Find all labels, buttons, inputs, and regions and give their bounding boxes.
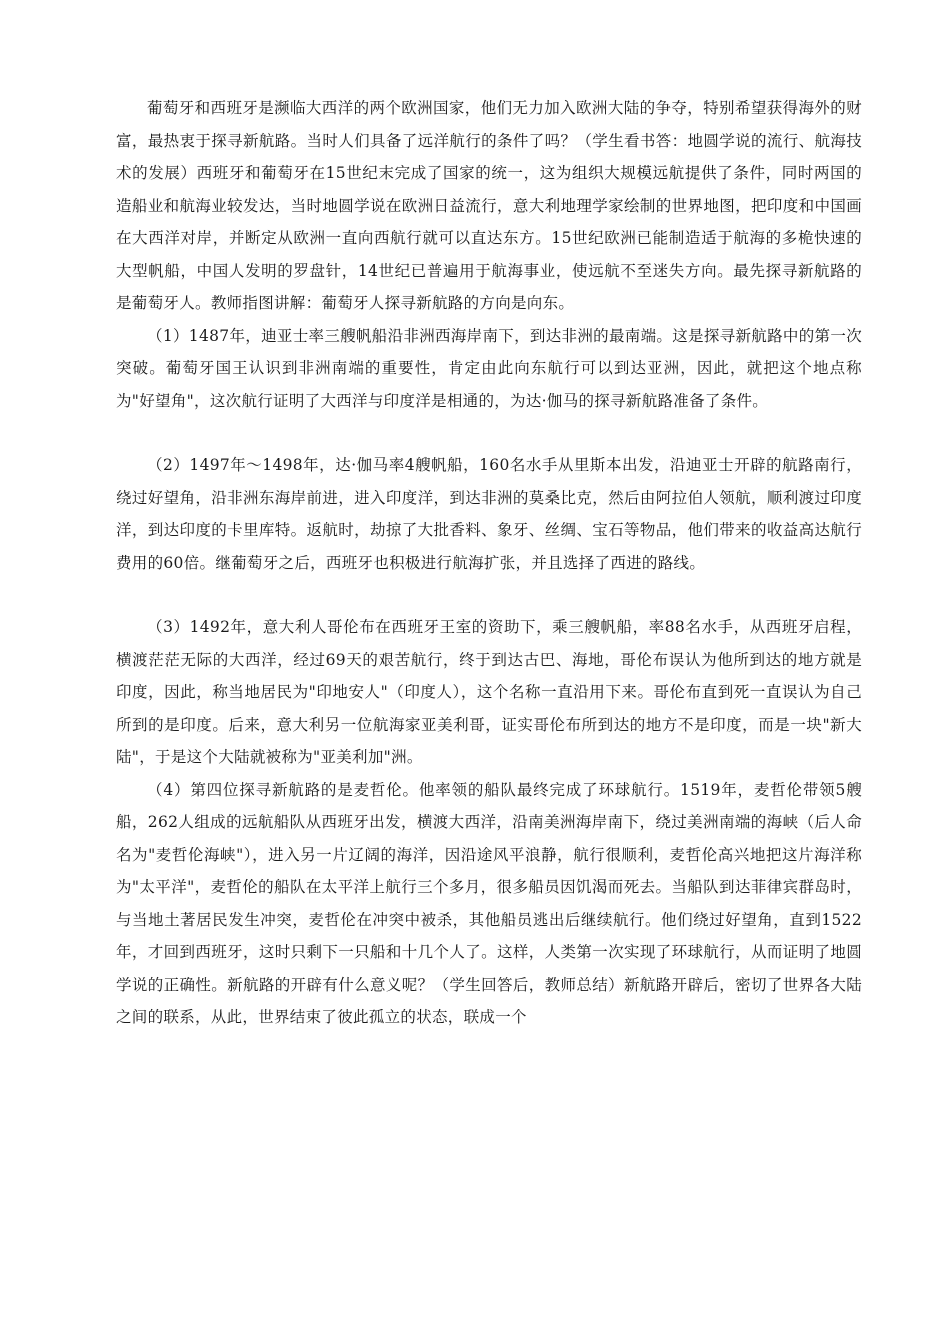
paragraph-da-gama: （2）1497年～1498年，达·伽马率4艘帆船，160名水手从里斯本出发，沿迪亚士开辟的航路南行，绕过好望角，沿非洲东海岸前进，进入印度洋，到达非洲的莫桑比克，然后由阿拉伯人领航，顺利渡过印度洋，到达印度的卡里库特。返航时，劫掠了大批香料、象牙、丝绸、宝石等物品，他们带来的收益高达航行费用的60倍。继葡萄牙之后，西班牙也积极进行航海扩张，并且选择了西进的路线。 xyxy=(116,456,862,572)
paragraph-dias: （1）1487年，迪亚士率三艘帆船沿非洲西海岸南下，到达非洲的最南端。这是探寻新航路中的第一次突破。葡萄牙国王认识到非洲南端的重要性，肯定由此向东航行可以到达亚洲，因此，就把这个地点称为"好望角"，这次航行证明了大西洋与印度洋是相通的，为达·伽马的探寻新航路准备了条件。 xyxy=(116,326,862,410)
paragraph-magellan: （4）第四位探寻新航路的是麦哲伦。他率领的船队最终完成了环球航行。1519年，麦哲伦带领5艘船，262人组成的远航船队从西班牙出发，横渡大西洋，沿南美洲海岸南下，绕过美洲南端的海峡（后人命名为"麦哲伦海峡"），进入另一片辽阔的海洋，因沿途风平浪静，航行很顺利，麦哲伦高兴地把这片海洋称为"太平洋"，麦哲伦的船队在太平洋上航行三个多月，很多船员因饥渴而死去。当船队到达菲律宾群岛时，与当地土著居民发生冲突，麦哲伦在冲突中被杀，其他船员逃出后继续航行。他们绕过好望角，直到1522年，才回到西班牙，这时只剩下一只船和十几个人了。这样，人类第一次实现了环球航行，从而证明了地圆学说的正确性。新航路的开辟有什么意义呢？（学生回答后，教师总结）新航路开辟后，密切了世界各大陆之间的联系，从此，世界结束了彼此孤立的状态，联成一个 xyxy=(116,780,862,1026)
paragraph-spacer xyxy=(116,579,862,611)
paragraph-columbus: （3）1492年，意大利人哥伦布在西班牙王室的资助下，乘三艘帆船，率88名水手，从西班牙启程，横渡茫茫无际的大西洋，经过69天的艰苦航行，终于到达古巴、海地，哥伦布误认为他所到达的地方就是印度，因此，称当地居民为"印地安人"（印度人），这个名称一直沿用下来。哥伦布直到死一直误认为自己所到的是印度。后来，意大利另一位航海家亚美利哥，证实哥伦布所到达的地方不是印度，而是一块"新大陆"，于是这个大陆就被称为"亚美利加"洲。 xyxy=(116,618,862,766)
paragraph-intro: 葡萄牙和西班牙是濒临大西洋的两个欧洲国家，他们无力加入欧洲大陆的争夺，特别希望获得海外的财富，最热衷于探寻新航路。当时人们具备了远洋航行的条件了吗？（学生看书答：地圆学说的流行、航海技术的发展）西班牙和葡萄牙在15世纪末完成了国家的统一，这为组织大规模远航提供了条件，同时两国的造船业和航海业较发达，当时地圆学说在欧洲日益流行，意大利地理学家绘制的世界地图，把印度和中国画在大西洋对岸，并断定从欧洲一直向西航行就可以直达东方。15世纪欧洲已能制造适于航海的多桅快速的大型帆船，中国人发明的罗盘针，14世纪已普遍用于航海事业，使远航不至迷失方向。最先探寻新航路的是葡萄牙人。教师指图讲解：葡萄牙人探寻新航路的方向是向东。 xyxy=(116,99,862,312)
document-body xyxy=(116,92,862,1034)
paragraph-spacer xyxy=(116,417,862,449)
